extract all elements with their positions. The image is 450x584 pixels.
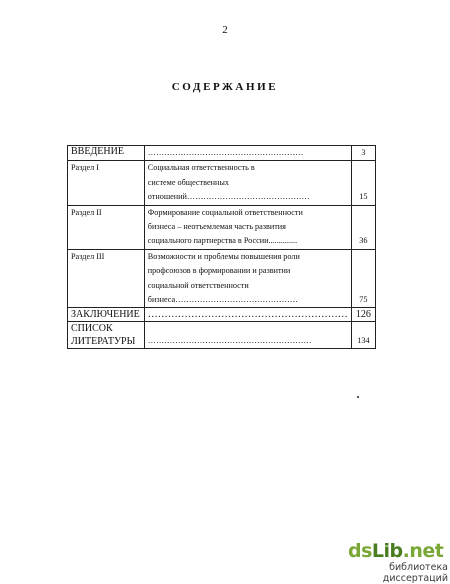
- toc-page-number: 36: [351, 205, 375, 249]
- toc-row-section-3: [68, 249, 376, 308]
- toc-row-conclusion: [68, 308, 376, 322]
- scan-speck: [357, 396, 359, 398]
- toc-page-number: 3: [351, 146, 375, 161]
- toc-page-number: 134: [351, 322, 375, 349]
- toc-section-label: СПИСОК ЛИТЕРАТУРЫ: [68, 322, 145, 349]
- toc-row-bibliography: [68, 322, 376, 349]
- dslib-watermark: [348, 540, 448, 584]
- toc-entry-title: Возможности и проблемы повышения роли профсоюзов в формировании и развитии социальной ответственности бизнеса………………………………………: [144, 249, 351, 308]
- toc-section-label: ВВЕДЕНИЕ: [68, 146, 145, 161]
- toc-section-label: ЗАКЛЮЧЕНИЕ: [68, 308, 145, 322]
- table-of-contents: [67, 145, 376, 349]
- toc-entry-title: Социальная ответственность в системе общественных отношений………………………………………: [144, 161, 351, 205]
- page-number: 2: [222, 24, 228, 36]
- toc-row-introduction: [68, 146, 376, 161]
- toc-section-label: Раздел II: [68, 205, 145, 249]
- toc-section-label: Раздел III: [68, 249, 145, 308]
- toc-entry-title: ……………………………………………………: [144, 322, 351, 349]
- toc-section-label: Раздел I: [68, 161, 145, 205]
- toc-page-number: 126: [351, 308, 375, 322]
- dslib-logo: dsLib.net: [348, 540, 444, 562]
- toc-row-section-1: [68, 161, 376, 205]
- watermark-subtitle: библиотека диссертаций: [382, 562, 448, 584]
- toc-row-section-2: [68, 205, 376, 249]
- toc-page-number: 75: [351, 249, 375, 308]
- toc-entry-title: ……………………………………………………: [144, 308, 351, 322]
- toc-page-number: 15: [351, 161, 375, 205]
- toc-entry-title: Формирование социальной ответственности бизнеса – неотъемлемая часть развития социального партнерства в России..............: [144, 205, 351, 249]
- toc-entry-title: …………………………………………………: [144, 146, 351, 161]
- toc-heading: СОДЕРЖАНИЕ: [171, 81, 279, 93]
